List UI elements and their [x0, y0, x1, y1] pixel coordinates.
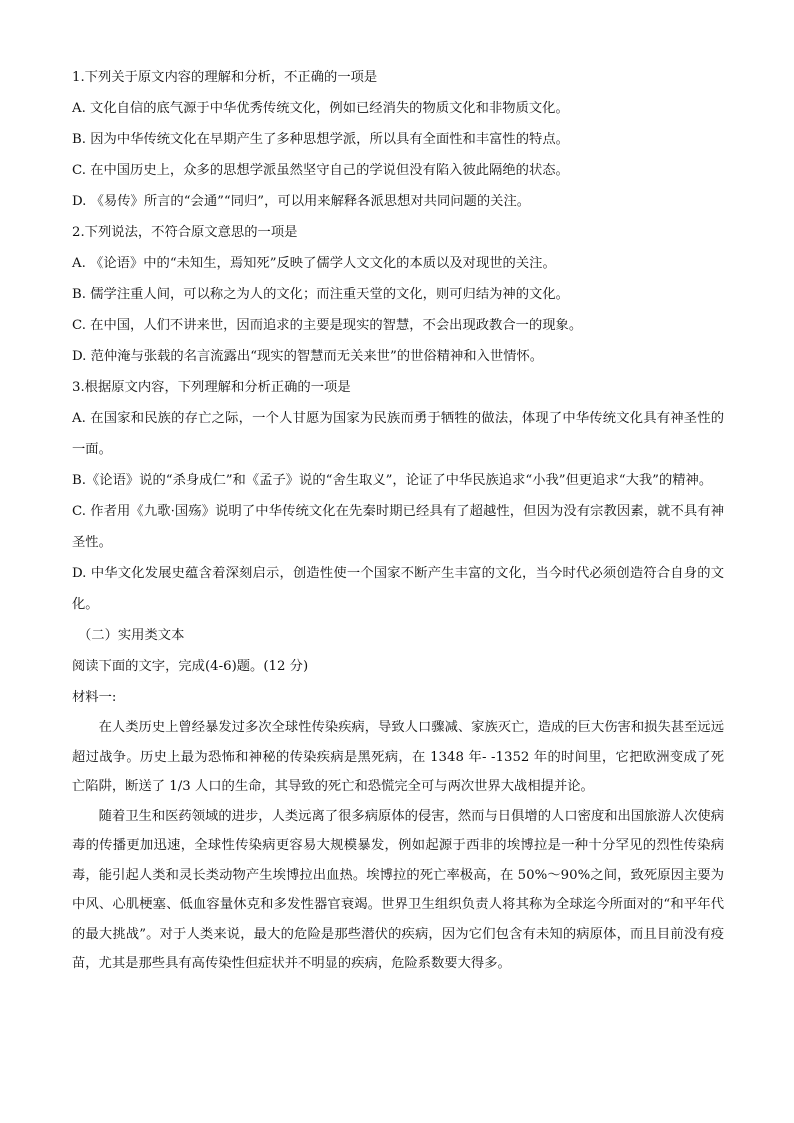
question-1 [72, 62, 724, 217]
question-3 [72, 372, 724, 620]
material-label: 材料一: [72, 690, 117, 705]
question-2-stem: 2.下列说法，不符合原文意思的一项是 [72, 225, 298, 240]
question-3-option-c: C. 作者用《九歌·国殇》说明了中华传统文化在先秦时期已经具有了超越性，但因为没有宗教因素，就不具有神圣性。 [72, 504, 724, 550]
question-1-option-d: D. 《易传》所言的“会通”“同归”，可以用来解释各派思想对共同问题的关注。 [72, 194, 531, 209]
question-1-option-c: C. 在中国历史上，众多的思想学派虽然坚守自己的学说但没有陷入彼此隔绝的状态。 [72, 163, 569, 178]
material-paragraph-2: 随着卫生和医药领域的进步，人类远离了很多病原体的侵害，然而与日俱增的人口密度和出国旅游人次使病毒的传播更加迅速，全球性传染病更容易大规模暴发，例如起源于西非的埃博拉是一种十分罕见的烈性传染病毒，能引起人类和灵长类动物产生埃博拉出血热。埃博拉的死亡率极高，在 50%～90%之间，致死原因主要为中风、心肌梗塞、低血容量休克和多发性器官衰竭。世界卫生组织负责人将其称为全球迄今所面对的“和平年代的最大挑战”。对于人类来说，最大的危险是那些潜伏的疾病，因为它们包含有未知的病原体，而且目前没有疫苗，尤其是那些具有高传染性但症状并不明显的疾病，危险系数要大得多。 [72, 808, 724, 971]
section-title: （二）实用类文本 [78, 628, 185, 643]
document-page [72, 62, 724, 979]
question-2-option-a: A. 《论语》中的“未知生，焉知死”反映了儒学人文文化的本质以及对现世的关注。 [72, 256, 556, 271]
question-2-option-c: C. 在中国，人们不讲来世，因而追求的主要是现实的智慧，不会出现政教合一的现象。 [72, 318, 583, 333]
question-3-option-d: D. 中华文化发展史蕴含着深刻启示，创造性使一个国家不断产生丰富的文化，当今时代必须创造符合自身的文化。 [72, 566, 724, 612]
question-2-option-d: D. 范仲淹与张载的名言流露出“现实的智慧而无关来世”的世俗精神和入世情怀。 [72, 349, 544, 364]
question-3-option-a: A. 在国家和民族的存亡之际，一个人甘愿为国家为民族而勇于牺牲的做法，体现了中华传统文化具有神圣性的一面。 [72, 411, 724, 457]
material-paragraph-1: 在人类历史上曾经暴发过多次全球性传染疾病，导致人口骤减、家族灭亡，造成的巨大伤害和损失甚至远远超过战争。历史上最为恐怖和神秘的传染疾病是黑死病，在 1348 年- -1352 年的时间里，它把欧洲变成了死亡陷阱，断送了 1/3 人口的生命，其导致的死亡和恐慌完全可与两次世界大战相提并论。 [72, 720, 724, 794]
question-2-option-b: B. 儒学注重人间，可以称之为人的文化；而注重天堂的文化，则可归结为神的文化。 [72, 287, 569, 302]
question-1-option-a: A. 文化自信的底气源于中华优秀传统文化，例如已经消失的物质文化和非物质文化。 [72, 101, 569, 116]
question-3-stem: 3.根据原文内容，下列理解和分析正确的一项是 [72, 380, 351, 395]
question-1-option-b: B. 因为中华传统文化在早期产生了多种思想学派，所以具有全面性和丰富性的特点。 [72, 132, 569, 147]
instruction: 阅读下面的文字，完成(4-6)题。(12 分) [72, 659, 309, 674]
question-2 [72, 217, 724, 372]
question-1-stem: 1.下列关于原文内容的理解和分析，不正确的一项是 [72, 70, 378, 85]
question-3-option-b: B.《论语》说的“杀身成仁”和《孟子》说的“舍生取义”，论证了中华民族追求“小我”但更追求“大我”的精神。 [72, 473, 713, 488]
